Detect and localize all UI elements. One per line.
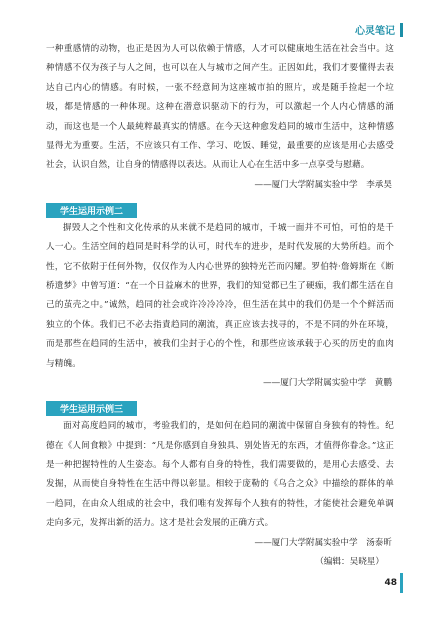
- intro-signature: ——厦门大学附属实验中学 李承昊: [254, 179, 392, 190]
- intro-paragraph: 一种重感情的动物，也正是因为人可以依赖于情感，人才可以健康地生活在社会当中。这种情感不仅为孩子与人之间，也可以在人与城市之间产生。正因如此，我们才要懂得去表达自己内心的情感。有时候，一张不经意间为这座城市拍的照片，或是随手捡起一个垃圾，都是情感的一种体现。这种在潜意识驱动下的行为，可以激起一个人内心情感的涌动，而这也是一个人最純粹最真实的情感。在今天这种愈发趋同的城市生活中，这种情感显得尤为重要。生活，不应该只有工作、学习、吃饭、睡觉，最重要的应该是用心去感受社会，认识自然，让自身的情感得以表达。从而让人心在生活中多一点享受与慰藉。: [46, 44, 394, 171]
- example3-paragraph: 面对高度趋同的城市，考验我们的，是如何在趋同的潮流中保留自身独有的特性。纪德在《人间食粮》中提到：“凡是你感到自身独具、别处皆无的东西，才值得你眷念。”这正是一种把握特性的人生姿态。每个人都有自身的特性，我们需要做的，是用心去感受、去发掘，从而使自身特性在生活中得以彰显。相较于庞勒的《乌合之众》中描绘的群体的单一趋同，在由众人组成的社会中，我们唯有发挥每个人独有的特性，才能使社会避免单调走向多元，发挥出新的活力。这才是社会发展的正确方式。: [46, 421, 394, 529]
- page-accent-bar: [400, 573, 403, 593]
- editor-credit: （编辑：吴晓星）: [315, 556, 384, 567]
- article-content: [46, 40, 394, 571]
- page-number: 48: [384, 578, 397, 588]
- page-header: [355, 22, 403, 37]
- section-title: 心灵笔记: [355, 26, 395, 37]
- example3-heading: 学生运用示例三: [46, 401, 137, 416]
- example2-paragraph: 摒毁人之个性和文化传承的从来就不是趋同的城市，千城一面并不可怕，可怕的是千人一心。生活空间的趋同是时科学的认可，时代车的进步，是时代发展的大势所趋。而个性，它不依附于任何外物，仅仅作为人内心世界的独特光芒而闪耀。罗伯特·詹姆斯在《断桥遗梦》中曾写道：“在一个日益麻木的世界，我们的知觉都已生了硬痂，我们都生活在自己的茧壳之中。”诚然，趋同的社会或许冷冷冷冷，但生活在其中的我们仍是一个个鲜活而独立的个体。我们已不必去指責趋同的潮流，真正应该去找寻的，不是不同的外在环境，而是那些在趋同的生活中，被我们尘封于心的个性，和那些应该承载于心买的历史的血肉与精魄。: [46, 222, 394, 369]
- example3-signature: ——厦门大学附属实验中学 汤泰昕: [254, 537, 392, 548]
- example2-heading: 学生运用示例二: [46, 203, 137, 218]
- header-accent-bar: [400, 23, 403, 37]
- example2-signature: ——厦门大学附属实验中学 黄鹏: [263, 378, 392, 389]
